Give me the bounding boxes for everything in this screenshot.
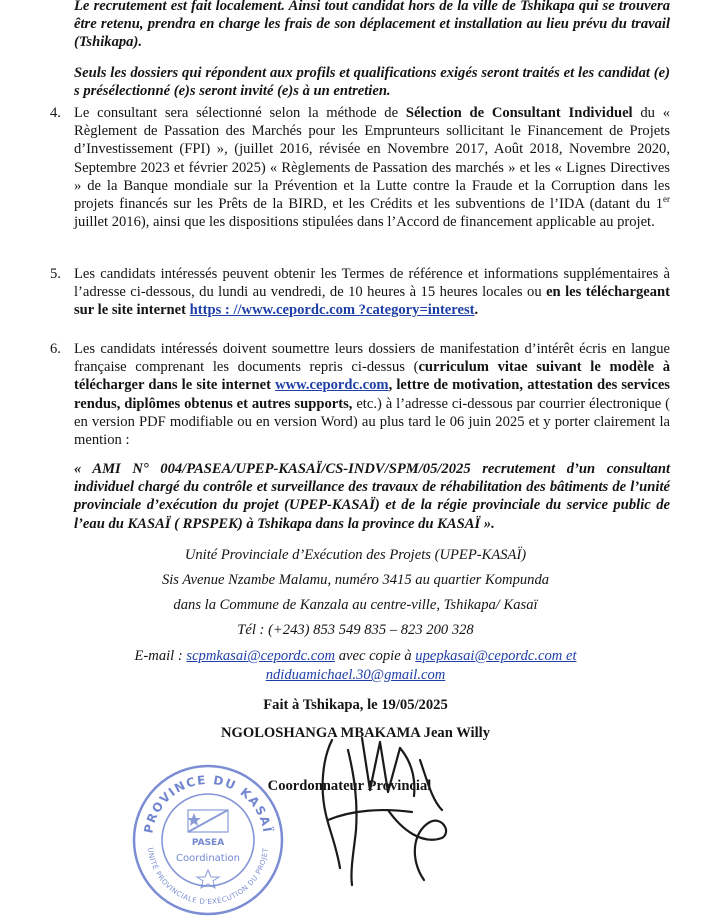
item-4-text: Le consultant sera sélectionné selon la méthode de Sélection de Consultant Individuel du « Règlement de Passation des Marchés pour les Emprunteurs sollicitant le Financement de Projets d’Investissement (FPI) », (juillet 2016, révisée en Novembre 2017, Août 2018, Novembre 2020, Septembre 2023 et février 2025) « Règlements de Passation des marchés » et les « Lignes Directives » de la Banque mondiale sur la Prévention et la Lutte contre la Fraude et la Corruption dans les projets financés sur les Prêts de la BIRD, et les Crédits et les subventions de l’IDA (datant du 1er juillet 2016), ainsi que les dispositions stipulées dans l’Accord de financement applicable au projet. (74, 105, 670, 231)
stamp-ring-bottom: UNITÉ PROVINCIALE D'EXÉCUTION DU PROJET (146, 847, 270, 907)
ami-reference: « AMI N° 004/PASEA/UPEP-KASAÏ/CS-INDV/SPM/05/2025 recrutement d’un consultant individuel chargé du contrôle et surveillance des travaux de réhabilitation des bâtiments de l’unité provinciale d’exécution du projet (UPEP-KASAÏ) et de la régie provinciale du service public de l’eau du KASAÏ ( RPSPEK) à Tshikapa dans la province du KASAÏ ». (74, 461, 670, 532)
signatory-name: NGOLOSHANGA MBAKAMA Jean Willy (220, 725, 491, 741)
recruitment-note: Le recrutement est fait localement. Ainsi tout candidat hors de la ville de Tshikapa qui se trouvera être retenu, prendra en charge les frais de son déplacement et installation au lieu prévu du travail (Tshikapa). (74, 0, 670, 51)
email-line: E-mail : scpmkasai@cepordc.com avec copie à upepkasai@cepordc.com et (134, 648, 577, 664)
signatory-title: Coordonnateur Provincial (267, 778, 432, 794)
phone-line: Tél : (+243) 853 549 835 – 823 200 328 (237, 622, 474, 638)
email-link-upep[interactable]: upepkasai@cepordc.com (415, 648, 563, 664)
item-number: 4. (50, 105, 61, 121)
item-6-text: Les candidats intéressés doivent soumettre leurs dossiers de manifestation d’intérêt écris en langue française comprenant les documents repris ci-dessus (curriculum vitae suivant le modèle à télécharger dans le site internet www.cepordc.com, lettre de motivation, attestation des services rendus, diplômes obtenus et autres supports, etc.) à l’adresse ci-dessous par courrier électronique ( en version PDF modifiable ou en version Word) au plus tard le 06 juin 2025 et y porter clairement la mention : (74, 341, 671, 449)
website-link[interactable]: www.cepordc.com (275, 377, 389, 394)
drc-flag-icon (187, 810, 228, 832)
email-link-gmail[interactable]: ndiduamichael.30@gmail.com (265, 667, 446, 683)
preselection-note: Seuls les dossiers qui répondent aux profils et qualifications exigés seront traités et les candidat (e) s présélectionné (e)s seront invité (e)s à un entretien. (74, 65, 670, 100)
address-line-1: Unité Provinciale d’Exécution des Projets (UPEP-KASAÏ) (184, 547, 527, 563)
item-number: 5. (50, 266, 61, 282)
terms-download-link[interactable]: https : //www.cepordc.com ?category=interest (189, 302, 475, 319)
address-line-3: dans la Commune de Kanzala au centre-ville, Tshikapa/ Kasaï (173, 597, 538, 613)
stamp-logo-text: PASEA (191, 838, 225, 848)
official-stamp (128, 760, 288, 920)
handwritten-signature (292, 720, 462, 890)
item-number: 6. (50, 341, 61, 357)
stamp-ring-top: PROVINCE DU KASAÏ (141, 772, 275, 835)
item-5-text: Les candidats intéressés peuvent obtenir les Termes de référence et informations supplémentaires à l’adresse ci-dessous, du lundi au vendredi, de 10 heures à 15 heures locales ou en les téléchargeant sur le site internet https : //www.cepordc.com ?category=interest. (74, 266, 671, 319)
email-link-scpm[interactable]: scpmkasai@cepordc.com (186, 648, 336, 664)
address-line-2: Sis Avenue Nzambe Malamu, numéro 3415 au quartier Kompunda (161, 572, 550, 588)
stamp-center-text: Coordination (176, 853, 240, 864)
email-line-2 (0, 666, 711, 685)
place-date: Fait à Tshikapa, le 19/05/2025 (263, 697, 448, 713)
